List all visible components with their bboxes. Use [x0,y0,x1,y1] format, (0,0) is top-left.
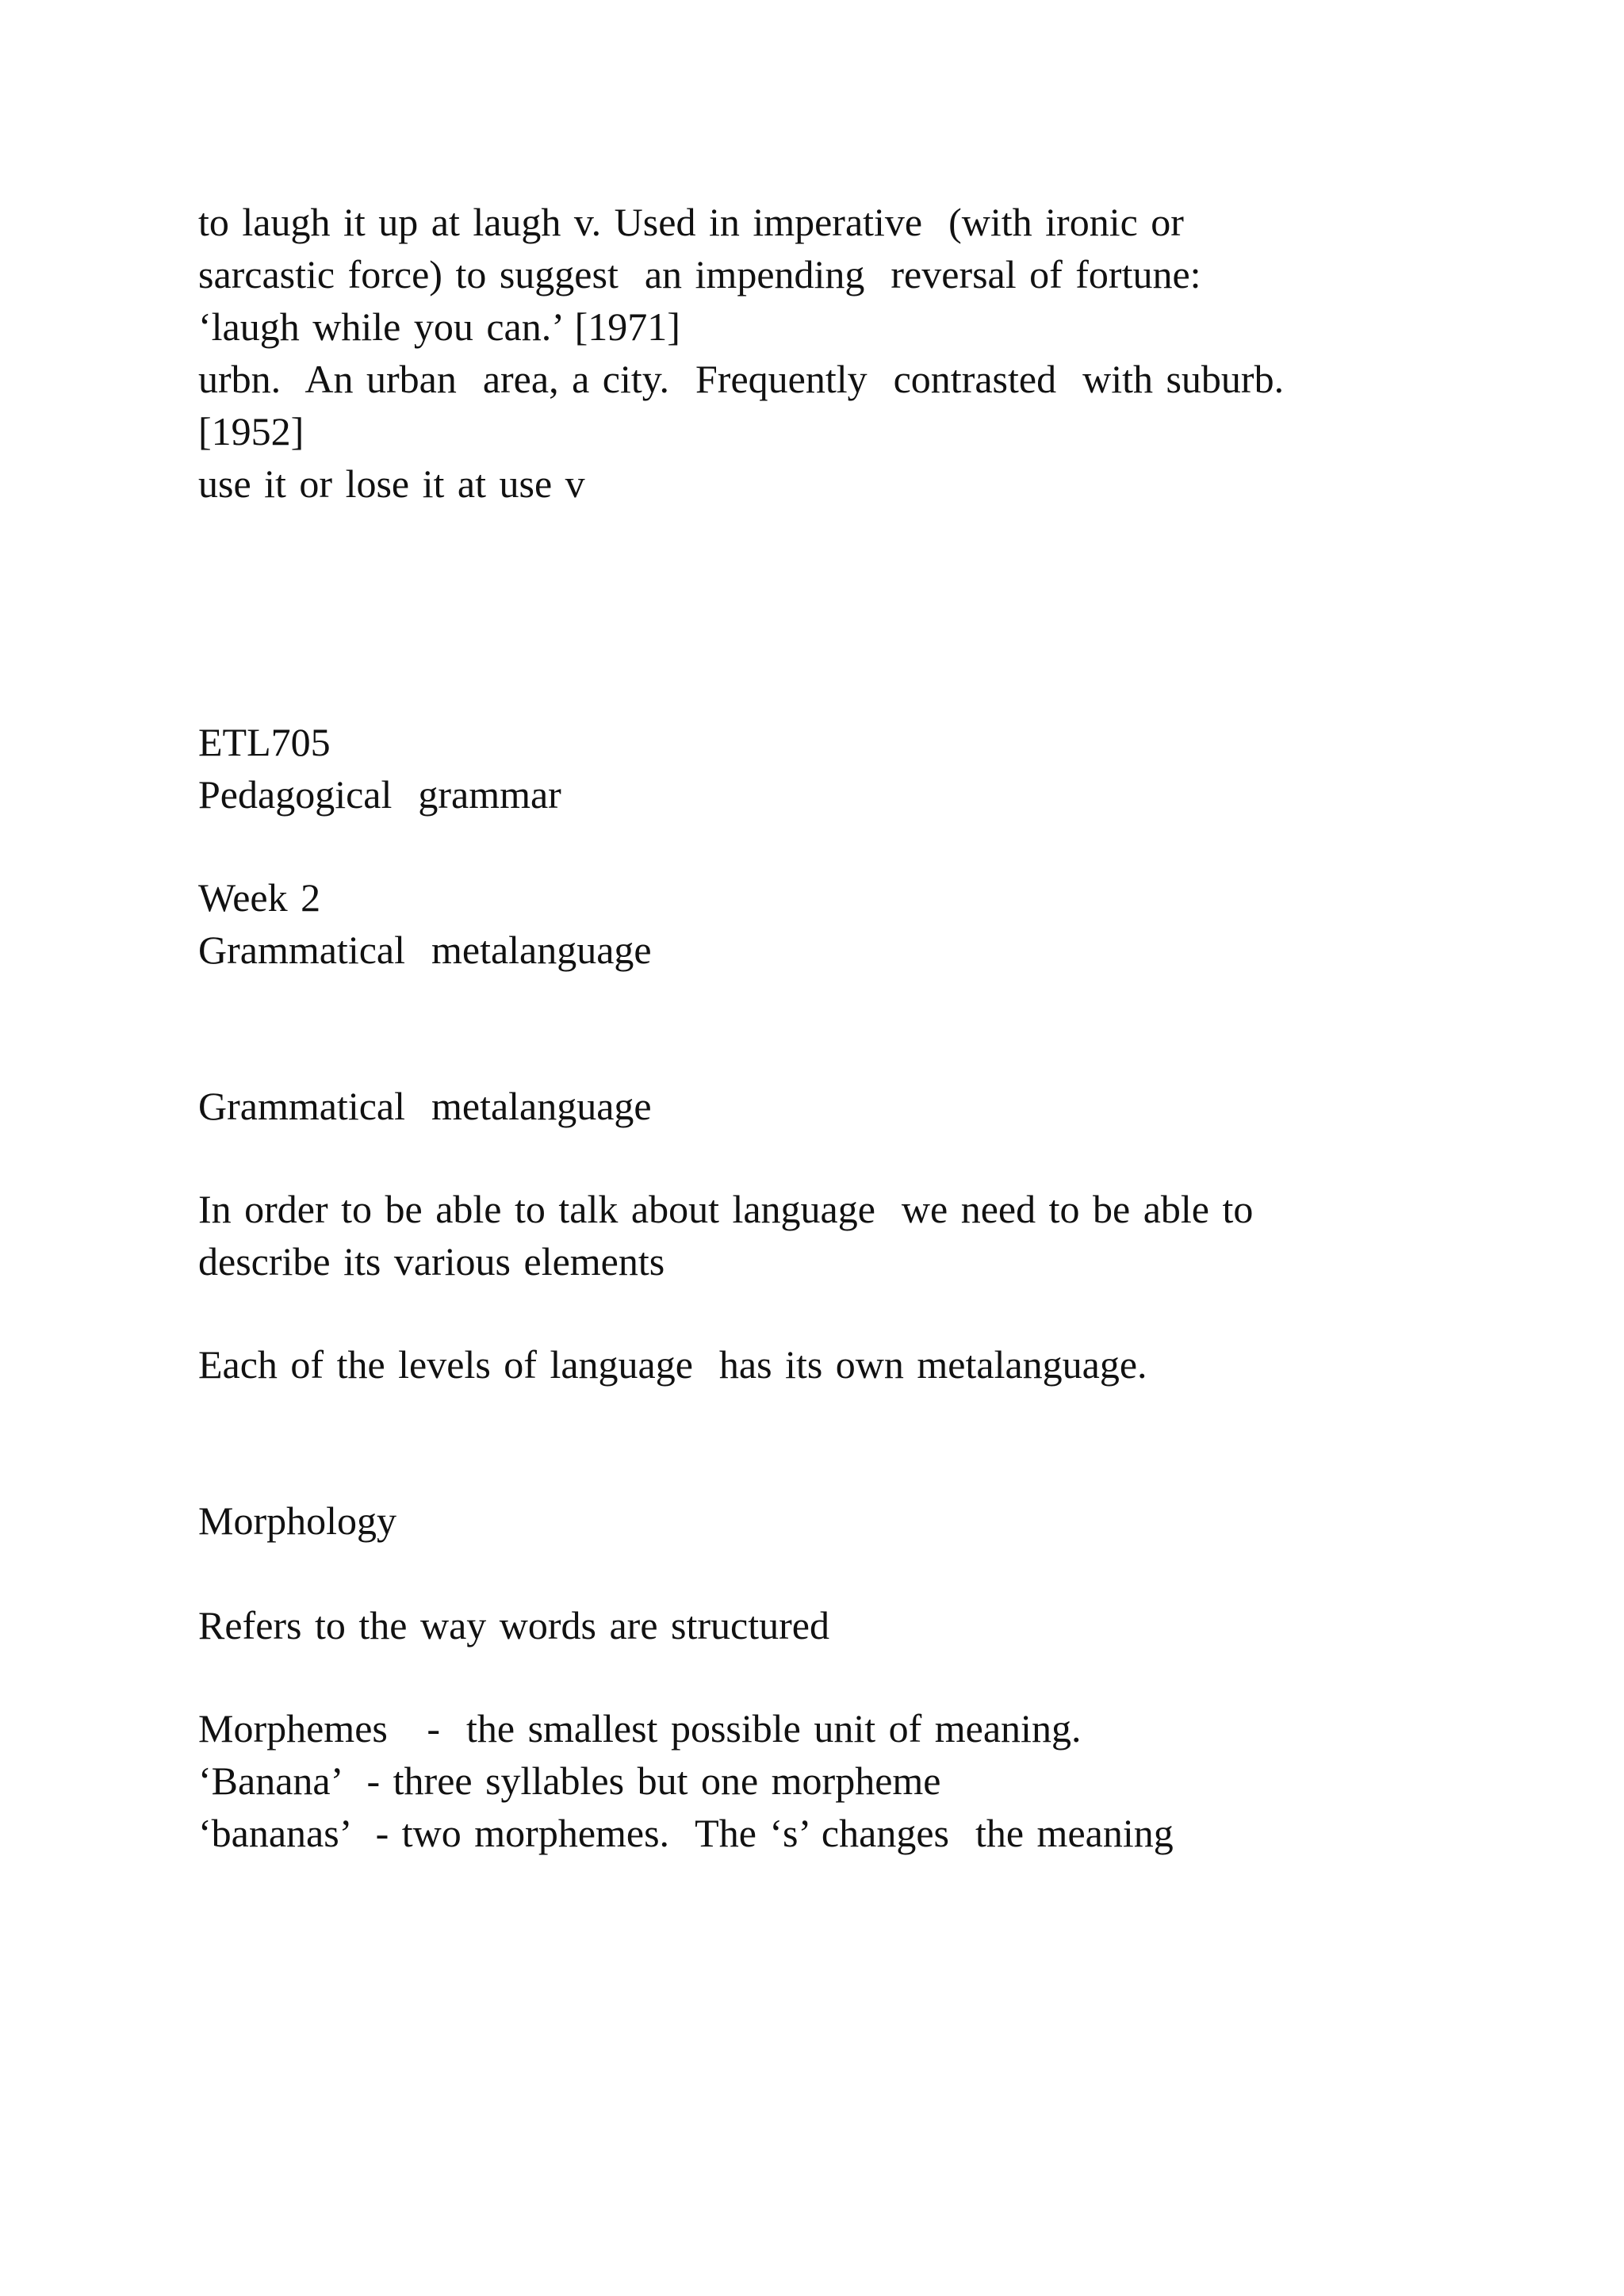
week-label: Week 2 [198,875,321,920]
text-line: In order to be able to talk about language we need to be able to [198,1187,1254,1231]
text-line: Morphemes - the smallest possible unit of meaning. [198,1706,1082,1751]
text-line: use it or lose it at use v [198,461,585,506]
course-title: Pedagogical grammar [198,772,561,817]
text-line: to laugh it up at laugh v. Used in imperative (with ironic or [198,200,1184,244]
text-line: ‘Banana’ - three syllables but one morpheme [198,1758,941,1803]
week-topic: Grammatical metalanguage [198,928,652,972]
course-code: ETL705 [198,720,331,764]
text-line: Refers to the way words are structured [198,1603,829,1647]
section-heading: Grammatical metalanguage [198,1084,652,1128]
text-line: sarcastic force) to suggest an impending reversal of fortune: [198,252,1201,297]
text-line: [1952] [198,409,304,453]
text-line: ‘laugh while you can.’ [1971] [198,304,680,349]
text-line: ‘bananas’ - two morphemes. The ‘s’ changes the meaning [198,1811,1174,1855]
text-line: describe its various elements [198,1239,665,1284]
text-line: Each of the levels of language has its own metalanguage. [198,1342,1147,1387]
section-heading: Morphology [198,1498,396,1543]
text-line: urbn. An urban area, a city. Frequently contrasted with suburb. [198,357,1285,401]
